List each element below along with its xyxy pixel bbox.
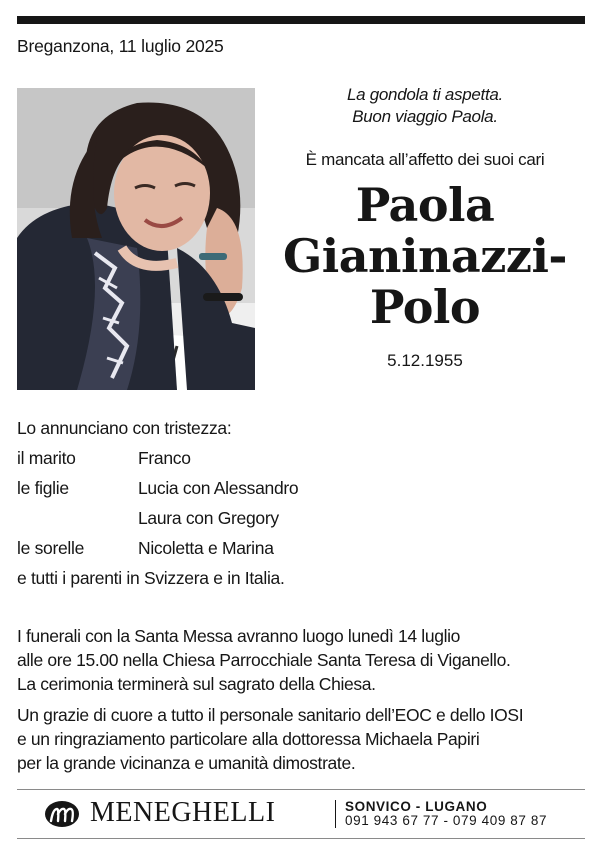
family-row xyxy=(17,477,577,507)
footer-separator xyxy=(335,800,336,828)
funeral-details xyxy=(17,624,587,696)
meneghelli-logo-icon xyxy=(44,800,80,828)
top-rule xyxy=(17,16,585,24)
funeral-line: I funerali con la Santa Messa avranno luogo lunedì 14 luglio xyxy=(17,626,461,646)
thanks-line: e un ringraziamento particolare alla dottoressa Michaela Papiri xyxy=(17,729,480,749)
name-line: Polo xyxy=(369,280,481,334)
announcement-heading xyxy=(265,84,585,371)
footer-city: SONVICO - LUGANO xyxy=(345,799,488,814)
family-names: Nicoletta e Marina xyxy=(138,538,274,558)
birth-date: 5.12.1955 xyxy=(387,351,463,370)
thanks-line: Un grazie di cuore a tutto il personale sanitario dell’EOC e dello IOSI xyxy=(17,705,524,725)
family-names: Laura con Gregory xyxy=(138,508,279,528)
quote-line: La gondola ti aspetta. xyxy=(347,85,503,104)
family-names: Franco xyxy=(138,448,191,468)
place-date: Breganzona, 11 luglio 2025 xyxy=(17,36,224,56)
family-relation: il marito xyxy=(17,448,76,468)
family-row xyxy=(17,447,577,477)
deceased-name xyxy=(265,180,585,333)
footer-divider xyxy=(17,789,585,790)
footer-phone: 091 943 67 77 - 079 409 87 87 xyxy=(345,813,548,828)
portrait-photo xyxy=(17,88,255,390)
family-row xyxy=(17,507,577,537)
name-line: Gianinazzi- xyxy=(282,229,568,283)
family-list xyxy=(17,417,577,597)
family-heading: Lo annunciano con tristezza: xyxy=(17,418,232,438)
funeral-line: La cerimonia terminerà sul sagrato della Chiesa. xyxy=(17,674,376,694)
quote-line: Buon viaggio Paola. xyxy=(352,107,498,126)
family-relation: le sorelle xyxy=(17,538,85,558)
family-relation: le figlie xyxy=(17,478,69,498)
farewell-quote xyxy=(265,84,585,128)
name-line: Paola xyxy=(355,178,495,232)
thanks-line: per la grande vicinanza e umanità dimostrate. xyxy=(17,753,356,773)
funeral-line: alle ore 15.00 nella Chiesa Parrocchiale Santa Teresa di Viganello. xyxy=(17,650,511,670)
family-closing: e tutti i parenti in Svizzera e in Italia. xyxy=(17,568,285,588)
family-names: Lucia con Alessandro xyxy=(138,478,299,498)
family-row xyxy=(17,537,577,567)
thanks-paragraph xyxy=(17,703,587,775)
footer-divider xyxy=(17,838,585,839)
intro-text: È mancata all’affetto dei suoi cari xyxy=(305,150,545,169)
brand-name: MENEGHELLI xyxy=(90,797,276,828)
